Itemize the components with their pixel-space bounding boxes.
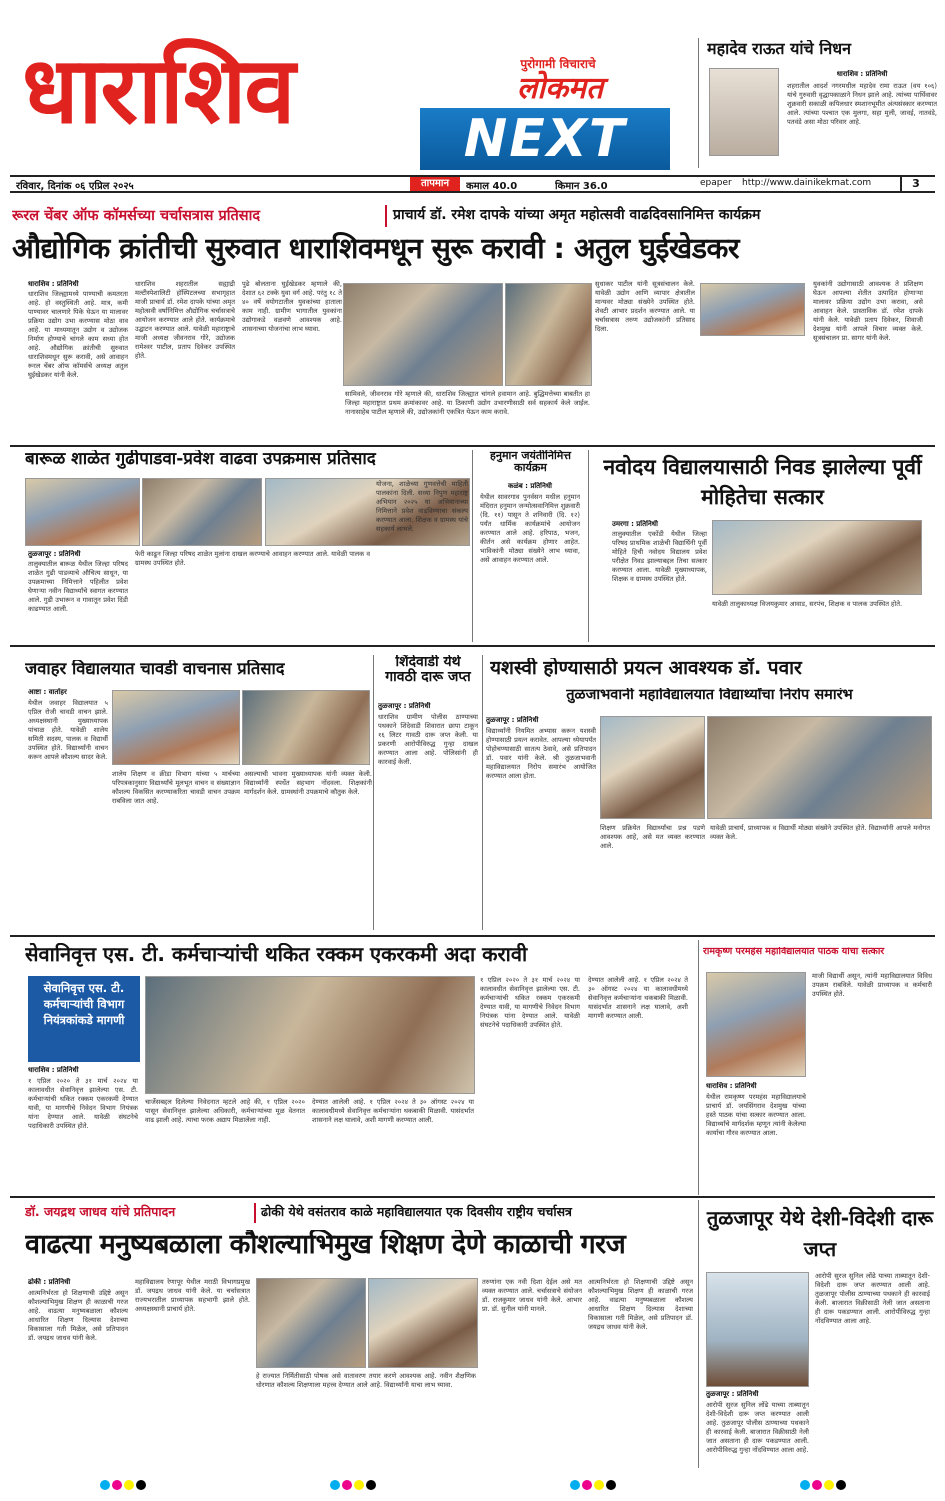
jawahar-photo-1 bbox=[112, 690, 240, 765]
divider-2 bbox=[10, 645, 935, 647]
liquor-byline: तुळजापूर : प्रतिनिधी bbox=[706, 1390, 759, 1398]
lead-body-col2: धाराशिव शहरातील सह्याद्री मल्टीस्पेशालिटी हॉस्पिटलच्या सभागृहात माजी प्राचार्य डॉ. रमेश दापके यांच्या अमृत महोत्सवी वर्षानिमित्त औद्योगिक चर्चासत्राचे आयोजन करण्यात आले होते. कार्यक्रमाचे उद्घाटन करण्यात आले. यावेळी महाराष्ट्राचे माजी अध्यक्ष जीवनराव गोरे, उद्योजक रामेश्वर पाटील, प्रताप दिवेकर उपस्थित होते. bbox=[135, 280, 235, 360]
st-workers-photo bbox=[145, 976, 475, 1094]
st-workers-body-3: देण्यात आलेली आहे. १ एप्रिल २०२४ ते ३० ऑगस्ट २०२४ या कालावधीमध्ये सेवानिवृत्त कर्मचाऱ्यांना थकबाकी मिळावी. यासंदर्भात शासनाने लक्ष घालावे, अशी मागणी करण्यात आली. bbox=[312, 1098, 474, 1124]
st-workers-byline: धाराशिव : प्रतिनिधी bbox=[28, 1066, 79, 1074]
yashasvi-body: विद्यार्थ्यांनी नियमित अभ्यास करून यशस्वी होण्यासाठी प्रयत्न करावेत. आपल्या ध्येयापर्यंत पोहोचण्यासाठी सातत्य ठेवावे, असे प्रतिपादन डॉ. पवार यांनी केले. श्री तुळजाभवानी महाविद्यालयात निरोप समारंभ आयोजित करण्यात आला होता. bbox=[486, 727, 596, 780]
dhoki-headline: वाढत्या मनुष्यबळाला कौशल्याभिमुख शिक्षण देणे काळाची गरज bbox=[25, 1230, 626, 1260]
gudipadwa-body: तालुक्यातील बारूळ येथील जिल्हा परिषद शाळेत गुढी पाडव्याचे औचित्य साधून, या उपक्रमाच्या निमित्ताने पहिलीत प्रवेश घेणाऱ्या नवीन विद्यार्थ्यांचे स्वागत करण्यात आले. गुढी उभारून व गावातून प्रवेश दिंडी काढण्यात आली. bbox=[28, 560, 128, 613]
lead-body-col1: धाराशिव जिल्ह्यामध्ये पाण्याची कमतरता आहे. हो वस्तुस्थिती आहे. मात्र, कमी पाण्यावर चालणारे पिके घेऊन या मालावर प्रक्रिया उद्योग उभा करण्यास मोठा वाव आहे. या माध्यमातून उद्योग व उद्योजक निर्माण होण्याचे चांगले काम सध्या होत आहे. औद्योगिक क्रांतीची सुरुवात धाराशिवमधून सुरू करावी, असे आवाहन रूरल चेंबर ऑफ कॉमर्सचे अध्यक्ष अतुल घुईखेडकर यांनी केले. bbox=[28, 290, 128, 379]
shindewadi-headline: शिंदेवाडी येथे गावठी दारू जप्त bbox=[385, 655, 471, 686]
navodaya-photo bbox=[712, 520, 922, 595]
temperature-min: किमान 36.0 bbox=[555, 181, 608, 192]
yashasvi-photo-2 bbox=[707, 716, 932, 819]
jawahar-byline: आष्टा : वार्ताहर bbox=[28, 688, 67, 696]
st-workers-body-4: १ एप्रिल २०२० ते ३१ मार्च २०२४ या कालावधीत सेवानिवृत्त झालेल्या एस. टी. कर्मचाऱ्यांची थकित रक्कम एकरकमी देण्यात यावी, या मागणीचे निवेदन विभाग नियंत्रक यांना देण्यात आले. यावेळी संघटनेचे पदाधिकारी उपस्थित होते. bbox=[480, 976, 580, 1029]
jawahar-headline: जवाहर विद्यालयात चावडी वाचनास प्रतिसाद bbox=[25, 660, 285, 678]
st-workers-headline: सेवानिवृत्त एस. टी. कर्मचाऱ्यांची थकित रक्कम एकरकमी अदा करावी bbox=[25, 943, 528, 966]
dhoki-kicker-right: ढोकी येथे वसंतराव काळे महाविद्यालयात एक दिवसीय राष्ट्रीय चर्चासत्र bbox=[254, 1203, 694, 1223]
gudipadwa-headline: बारूळ शाळेत गुढीपाडवा-प्रवेश वाढवा उपक्रमास प्रतिसाद bbox=[25, 450, 376, 469]
jawahar-body-2: शालेय शिक्षण व क्रीडा विभाग यांच्या ५ मार्चच्या परिपत्रकानुसार विद्यार्थ्यांचे मूलभूत वाचन व संख्याज्ञान कौशल्य विकसित करण्याकरिता चावडी वाचन उपक्रम राबविला जात आहे. bbox=[112, 770, 240, 805]
yashasvi-subhead: तुळजाभवानी महाविद्यालयात विद्यार्थ्यांचा निरोप समारंभ bbox=[566, 688, 853, 703]
ramkrishna-byline: धाराशिव : प्रतिनिधी bbox=[706, 1082, 757, 1090]
gudipadwa-photo-1 bbox=[25, 478, 140, 546]
shindewadi-byline: तुळजापूर : प्रतिनिधी bbox=[378, 702, 431, 710]
epaper-label: epaper bbox=[700, 178, 732, 188]
liquor-body: आरोपी सुरज सुनिल लोंढे याच्या ताब्यातून देशी-विदेशी दारू जप्त करण्यात आली आहे. तुळजापूर पोलीस ठाण्याच्या पथकाने ही कारवाई केली. बाजारात विक्रीसाठी नेली जात असताना ही दारू पकडण्यात आली. आरोपीविरुद्ध गुन्हा नोंदविण्यात आला आहे. bbox=[706, 1401, 809, 1454]
yashasvi-caption: शिक्षण प्रक्रियेत विद्यार्थ्यांचा प्रश्न पडणे आवश्यक आहे, असे मत व्यक्त करण्यात आले. bbox=[600, 824, 705, 850]
col-rule bbox=[373, 655, 374, 930]
lead-kicker-right: प्राचार्य डॉ. रमेश दापके यांच्या अमृत महोत्सवी वाढदिवसानिमित्त कार्यक्रम bbox=[385, 205, 940, 227]
obituary-box bbox=[698, 38, 938, 168]
obituary-byline: धाराशिव : प्रतिनिधी bbox=[836, 70, 888, 78]
ramkrishna-body-2: माजी विद्यार्थी असून, त्यांनी महाविद्यालयात विविध उपक्रम राबविले. यावेळी प्राध्यापक व कर्मचारी उपस्थित होते. bbox=[812, 972, 932, 998]
dhoki-body: आत्मनिर्भरता हो शिक्षणाची उद्दिष्टे असून कौशल्याभिमुख शिक्षण ही काळाची गरज आहे. वाढत्या मनुष्यबळाला कौशल्य आधारित शिक्षण दिल्यास देशाच्या विकासाला गती मिळेल, असे प्रतिपादन डॉ. जयद्रथ जाधव यांनी केले. bbox=[28, 1289, 128, 1342]
print-registration-marks bbox=[100, 1478, 850, 1492]
lead-photo-1 bbox=[343, 283, 503, 386]
edition-next-logo: NEXT bbox=[420, 108, 670, 170]
date-line: रविवार, दिनांक ०६ एप्रिल २०२५ bbox=[16, 181, 134, 192]
jawahar-body: येथील जवाहर विद्यालयात ५ एप्रिल रोजी चावडी वाचन झाले. अध्यक्षस्थानी मुख्याध्यापक पांचाळ होते. यावेळी शालेय समिती सदस्य, पालक व विद्यार्थी उपस्थित होते. विद्यार्थ्यांनी वाचन करून आपले कौशल्य सादर केले. bbox=[28, 699, 108, 761]
liquor-photo bbox=[706, 1272, 809, 1387]
ramkrishna-photo bbox=[706, 972, 806, 1077]
obituary-photo bbox=[709, 68, 779, 156]
ramkrishna-headline: रामकृष्ण परमहंस महाविद्यालयात पाठक यांचा सत्कार bbox=[703, 947, 885, 957]
lead-body-col6: युवकांनी उद्योगासाठी आवश्यक ते प्रशिक्षण घेऊन आपल्या शेतीत उत्पादित होणाऱ्या मालावर प्रक्रिया उद्योग उभा करावा, असे आवाहन केले. प्रास्ताविक डॉ. रमेश दापके यांनी केले. यावेळी प्रताप दिवेकर, शिवाजी देशमुख यांनी आपले विचार व्यक्त केले. सूत्रसंचालन प्रा. सागर यांनी केले. bbox=[813, 280, 923, 342]
obituary-body: शहरातील आदर्श नगरमधील महादेव रामा राऊत (वय १०६) यांचे गुरुवारी वृद्धापकाळाने निधन झाले आहे. त्यांच्या पार्थिवावर शुक्रवारी सकाळी कपिलधार स्मशानभूमीत अंत्यसंस्कार करण्यात आले. त्यांच्या पश्चात एक मुलगा, सहा मुली, जावई, नातवंडे, पतवंडे असा मोठा परिवार आहे. bbox=[787, 82, 937, 126]
dhoki-body-2: महाविद्यालय रेणापूर येथील मराठी विभागप्रमुख डॉ. जयद्रथ जाधव यांनी केले. या चर्चासत्रात राज्यभरातील प्राध्यापक सहभागी झाले होते. अध्यक्षस्थानी प्राचार्य होते. bbox=[135, 1278, 250, 1313]
hanuman-body: येथील सावरगाव पुनर्वसन मधील हनुमान मंदिरात हनुमान जन्मोत्सवानिमित्त शुक्रवारी (दि. ११) पासून ते शनिवारी (दि. १२) पर्यंत धार्मिक कार्यक्रमांचे आयोजन करण्यात आले आहे. हरिपाठ, भजन, कीर्तन असे कार्यक्रम होणार आहेत. भाविकांनी मोठ्या संख्येने लाभ घ्यावा, असे आवाहन करण्यात आले. bbox=[480, 493, 580, 564]
gudipadwa-byline: तुळजापूर : प्रतिनिधी bbox=[28, 550, 81, 558]
lead-byline: धाराशिव : प्रतिनिधी bbox=[28, 280, 79, 288]
temperature-label: तापमान bbox=[410, 177, 460, 191]
navodaya-caption: यावेळी तालुकाध्यक्ष विजयकुमार आवाड, सरपंच, शिक्षक व पालक उपस्थित होते. bbox=[712, 600, 903, 608]
dhoki-byline: ढोकी : प्रतिनिधी bbox=[28, 1278, 71, 1286]
epaper-link[interactable]: http://www.dainikekmat.com bbox=[742, 178, 872, 188]
temperature-max: कमाल 40.0 bbox=[466, 181, 518, 192]
hanuman-headline: हनुमान जयंतीनिमित्त कार्यक्रम bbox=[490, 450, 571, 475]
st-workers-body-2: चार्जेसबद्दल दिलेल्या निवेदनात म्हटले आहे की, १ एप्रिल २०२० पासून सेवानिवृत्त झालेल्या अधिकारी, कर्मचाऱ्यांच्या मूळ वेतनात वाढ झाली आहे. त्याचा फरक अद्याप मिळालेला नाही. bbox=[145, 1098, 305, 1124]
dhoki-body-3: हे राज्यात निर्मितीसाठी पोषक असे वातावरण तयार करणे आवश्यक आहे. नवीन शैक्षणिक धोरणात कौशल्य शिक्षणाला महत्त्व देण्यात आले आहे. विद्यार्थ्यांनी याचा लाभ घ्यावा. bbox=[256, 1372, 476, 1389]
obituary-headline: महादेव राऊत यांचे निधन bbox=[707, 40, 852, 58]
col-rule bbox=[698, 940, 699, 1195]
navodaya-headline: नवोदय विद्यालयासाठी निवड झालेल्या पूर्वी मोहितेचा सत्कार bbox=[603, 455, 922, 509]
yashasvi-headline: यशस्वी होण्यासाठी प्रयत्न आवश्यक डॉ. पवार bbox=[490, 658, 802, 679]
dhoki-body-5: आत्मनिर्भरता हो शिक्षणाची उद्दिष्टे असून कौशल्याभिमुख शिक्षण ही काळाची गरज आहे. वाढत्या मनुष्यबळाला कौशल्य आधारित शिक्षण दिल्यास देशाच्या विकासाला गती मिळेल, असे प्रतिपादन डॉ. जयद्रथ जाधव यांनी केले. bbox=[588, 1278, 693, 1331]
lead-body-col5: सुधाकर पाटील यांनी सूत्रसंचालन केले. यावेळी उद्योग आणि व्यापार क्षेत्रातील मान्यवर मोठ्या संख्येने उपस्थित होते. शेवटी आभार प्रदर्शन करण्यात आले. या चर्चासत्रास तरुण उद्योजकांनी प्रतिसाद दिला. bbox=[595, 280, 695, 333]
yashasvi-byline: तुळजापूर : प्रतिनिधी bbox=[486, 716, 539, 724]
lead-body-col3: पुढे बोलताना घुईखेडकर म्हणाले की, देशात ६२ टक्के युवा वर्ग आहे. परंतु १८ ते ४० वर्षे वयोगटातील युवकांच्या हाताला काम नाही. ग्रामीण भागातील युवकांना उद्योगाकडे वळवणे आवश्यक आहे. शासनाच्या योजनांचा लाभ घ्यावा. bbox=[242, 280, 342, 333]
st-workers-box: सेवानिवृत्त एस. टी. कर्मचाऱ्यांची विभाग नियंत्रकांकडे मागणी bbox=[28, 976, 140, 1062]
brand-logo: लोकमत bbox=[516, 71, 604, 106]
divider-4 bbox=[10, 1196, 935, 1198]
lead-photo-3 bbox=[700, 283, 805, 336]
yashasvi-photo-1 bbox=[600, 716, 705, 819]
dhoki-body-4: तरुणांना एक नवी दिशा देईल असे मत व्यक्त करण्यात आले. चर्चासत्राचे संयोजन डॉ. राजकुमार जाधव यांनी केले. आभार प्रा. डॉ. सुनील यांनी मानले. bbox=[482, 1278, 582, 1313]
masthead-title: धाराशिव bbox=[22, 36, 294, 144]
dhoki-kicker-left: डॉ. जयद्रथ जाधव यांचे प्रतिपादन bbox=[25, 1204, 176, 1219]
dhoki-photo-1 bbox=[256, 1278, 366, 1368]
liquor-body-2: आरोपी सुरज सुनिल लोंढे याच्या ताब्यातून देशी-विदेशी दारू जप्त करण्यात आली आहे. तुळजापूर पोलीस ठाण्याच्या पथकाने ही कारवाई केली. बाजारात विक्रीसाठी नेली जात असताना ही दारू पकडण्यात आली. आरोपीविरुद्ध गुन्हा नोंदविण्यात आला आहे. bbox=[815, 1272, 930, 1325]
lead-headline: औद्योगिक क्रांतीची सुरुवात धाराशिवमधून सुरू करावी : अतुल घुईखेडकर bbox=[12, 232, 740, 265]
masthead-tagline: पुरोगामी विचाराचे bbox=[520, 57, 596, 71]
page-number: 3 bbox=[900, 177, 930, 191]
gudipadwa-body-3: योजना, शाळेच्या गुणवत्तेची माहिती पालकांना दिली. सध्या निपुण महाराष्ट्र अभियान २०२५ या अभियानाच्या निमित्ताने प्रवेश वाढविण्याचा संकल्प करण्यात आला. शिक्षक व ग्रामस्थ यांचे सहकार्य लाभले. bbox=[376, 480, 468, 533]
st-workers-body-5: देण्यात आलेली आहे. १ एप्रिल २०२४ ते ३० ऑगस्ट २०२४ या कालावधीमध्ये सेवानिवृत्त कर्मचाऱ्यांना थकबाकी मिळावी. यासंदर्भात शासनाने लक्ष घालावे, अशी मागणी करण्यात आली. bbox=[588, 976, 688, 1020]
col-rule bbox=[698, 1200, 699, 1468]
st-workers-body: १ एप्रिल २०२० ते ३१ मार्च २०२४ या कालावधीत सेवानिवृत्त झालेल्या एस. टी. कर्मचाऱ्यांची थकित रक्कम एकरकमी देण्यात यावी, या मागणीचे निवेदन विभाग नियंत्रक यांना देण्यात आले. यावेळी संघटनेचे पदाधिकारी उपस्थित होते. bbox=[28, 1077, 138, 1130]
divider-3 bbox=[10, 935, 935, 937]
ramkrishna-body: येथील रामकृष्ण परमहंस महाविद्यालयाचे प्राचार्य डॉ. जयसिंगराव देशमुख यांच्या हस्ते पाठक यांचा सत्कार करण्यात आला. विद्यार्थ्यांचे मार्गदर्शक म्हणून त्यांनी केलेल्या कार्याचा गौरव करण्यात आला. bbox=[706, 1093, 806, 1137]
navodaya-body: तालुक्यातील एकोंडी येथील जिल्हा परिषद प्राथमिक शाळेची विद्यार्थिनी पूर्वी मोहिते हिची नवोदय विद्यालय प्रवेश परीक्षेत निवड झाल्याबद्दल तिचा सत्कार करण्यात आला. यावेळी मुख्याध्यापक, शिक्षक व ग्रामस्थ उपस्थित होते. bbox=[612, 530, 707, 583]
liquor-headline: तुळजापूर येथे देशी-विदेशी दारू जप्त bbox=[706, 1206, 934, 1261]
col-rule bbox=[588, 450, 589, 642]
jawahar-body-3: असल्याची भावना मुख्याध्यापक यांनी व्यक्त केली. विद्यार्थ्यांनी स्पर्धेत सहभाग नोंदवला. शिक्षकांनी मार्गदर्शन केले. ग्रामस्थांनी उपक्रमाचे कौतुक केले. bbox=[244, 770, 372, 796]
divider-1 bbox=[10, 445, 935, 447]
dhoki-photo-2 bbox=[368, 1278, 478, 1368]
shindewadi-body: धाराशिव ग्रामीण पोलीस ठाण्याच्या पथकाने शिंदेवाडी शिवारात छापा टाकून १६ लिटर गावठी दारू जप्त केली. या प्रकरणी आरोपीविरुद्ध गुन्हा दाखल करण्यात आला आहे. पोलिसांनी ही कारवाई केली. bbox=[378, 713, 478, 766]
jawahar-photo-2 bbox=[242, 690, 370, 765]
date-bar bbox=[10, 175, 935, 193]
gudipadwa-body-2: फेरी काढून जिल्हा परिषद शाळेत मुलांना दाखल करण्याचे आवाहन करण्यात आले. यावेळी पालक व ग्रामस्थ उपस्थित होते. bbox=[135, 550, 370, 567]
gudipadwa-photo-2 bbox=[142, 478, 262, 546]
lead-kicker-left: रूरल चेंबर ऑफ कॉमर्सच्या चर्चासत्रास प्रतिसाद bbox=[12, 208, 261, 224]
lead-body-col4: सामिवले, जीवनराव गोरे म्हणाले की, धाराशिव जिल्ह्यात चांगले हवामान आहे. बुद्धिमत्तेच्या बाबतीत हा जिल्हा महाराष्ट्रात प्रथम क्रमांकावर आहे. या ठिकाणी उद्योग उभारणीसाठी सर्व सहकार्य केले जाईल. नानासाहेब पाटील म्हणाले की, उद्योजकांनी एकत्रित येऊन काम करावे. bbox=[345, 390, 590, 416]
lead-photo-2 bbox=[505, 283, 592, 386]
col-rule bbox=[472, 450, 473, 642]
navodaya-byline: उमरगा : प्रतिनिधी bbox=[612, 520, 658, 528]
hanuman-byline: कळंब : प्रतिनिधी bbox=[508, 482, 552, 490]
yashasvi-body-2: यावेळी प्राचार्य, प्राध्यापक व विद्यार्थी मोठ्या संख्येने उपस्थित होते. विद्यार्थ्यांनी आपले मनोगत व्यक्त केले. bbox=[710, 824, 930, 841]
